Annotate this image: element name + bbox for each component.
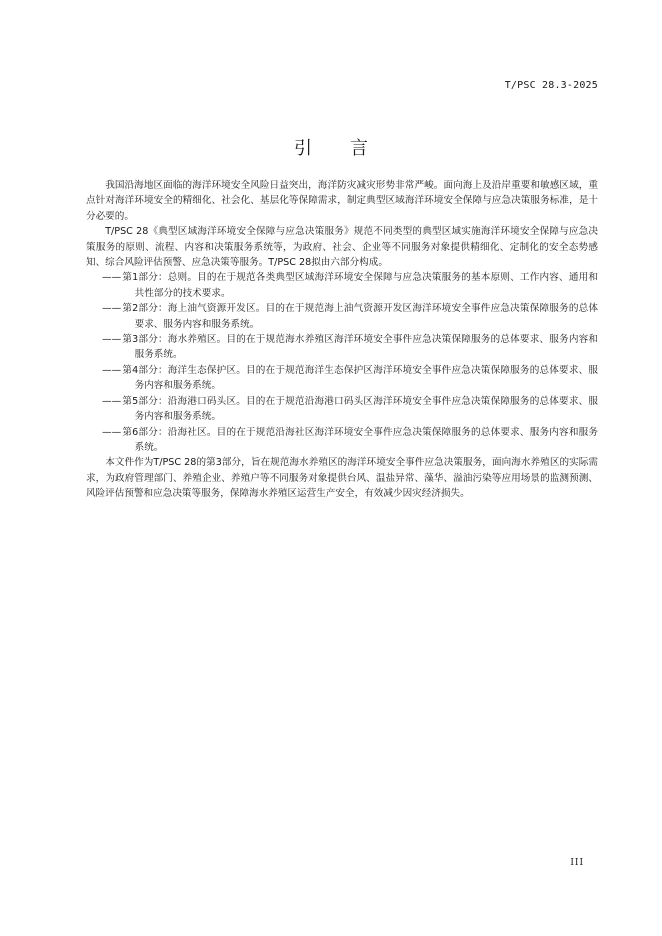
introduction-body — [86, 178, 598, 502]
list-item — [102, 301, 598, 332]
list-item-text: 第1部分：总则。目的在于规范各类典型区域海洋环境安全保障与应急决策服务的基本原则、工作内容、通用和共性部分的技术要求。 — [122, 272, 598, 299]
list-item — [102, 425, 598, 456]
list-dash: —— — [102, 364, 122, 376]
list-item-text: 第5部分：沿海港口码头区。目的在于规范沿海港口码头区海洋环境安全事件应急决策保障服务的总体要求、服务内容和服务系统。 — [122, 395, 598, 423]
list-dash: —— — [102, 334, 122, 346]
closing-paragraph: 本文件作为T/PSC 28的第3部分，旨在规范海水养殖区的海洋环境安全事件应急决策服务，面向海水养殖区的实际需求，为政府管理部门、养殖企业、养殖户等不同服务对象提供台风、温盐异常、藻华、溢油污染等应用场景的监测预测、风险评估预警和应急决策等服务，保障海水养殖区运营生产安全，有效减少因灾经济损失。 — [86, 457, 598, 500]
section-title-char-1: 引 — [294, 138, 312, 159]
section-title — [0, 134, 662, 160]
list-item — [102, 363, 598, 394]
list-item — [102, 394, 598, 425]
list-dash: —— — [102, 426, 122, 438]
parts-list — [86, 270, 598, 455]
page-number: III — [570, 858, 584, 868]
intro-paragraph-1: 我国沿海地区面临的海洋环境安全风险日益突出，海洋防灾减灾形势非常严峻。面向海上及沿岸重要和敏感区域，重点针对海洋环境安全的精细化、社会化、基层化等保障需求，制定典型区域海洋环境安全保障与应急决策服务标准，是十分必要的。 — [86, 180, 598, 222]
section-title-char-2: 言 — [350, 138, 368, 159]
list-dash: —— — [102, 303, 122, 315]
list-item — [102, 332, 598, 363]
document-id: T/PSC 28.3-2025 — [504, 80, 598, 91]
list-item-text: 第2部分：海上油气资源开发区。目的在于规范海上油气资源开发区海洋环境安全事件应急决策保障服务的总体要求、服务内容和服务系统。 — [122, 303, 598, 330]
list-item-text: 第6部分：沿海社区。目的在于规范沿海社区海洋环境安全事件应急决策保障服务的总体要求、服务内容和服务系统。 — [122, 426, 598, 453]
list-item-text: 第4部分：海洋生态保护区。目的在于规范海洋生态保护区海洋环境安全事件应急决策保障服务的总体要求、服务内容和服务系统。 — [122, 364, 598, 392]
list-dash: —— — [102, 395, 122, 407]
list-item-text: 第3部分：海水养殖区。目的在于规范海水养殖区海洋环境安全事件应急决策保障服务的总体要求、服务内容和服务系统。 — [122, 334, 598, 361]
list-dash: —— — [102, 272, 122, 284]
list-item — [102, 270, 598, 301]
intro-paragraph-2: T/PSC 28《典型区域海洋环境安全保障与应急决策服务》规范不同类型的典型区域实施海洋环境安全保障与应急决策服务的原则、流程、内容和决策服务系统等，为政府、社会、企业等不同服务对象提供精细化、定制化的安全态势感知、综合风险评估预警、应急决策等服务。T/PSC 28拟由六部分构成。 — [86, 226, 598, 269]
